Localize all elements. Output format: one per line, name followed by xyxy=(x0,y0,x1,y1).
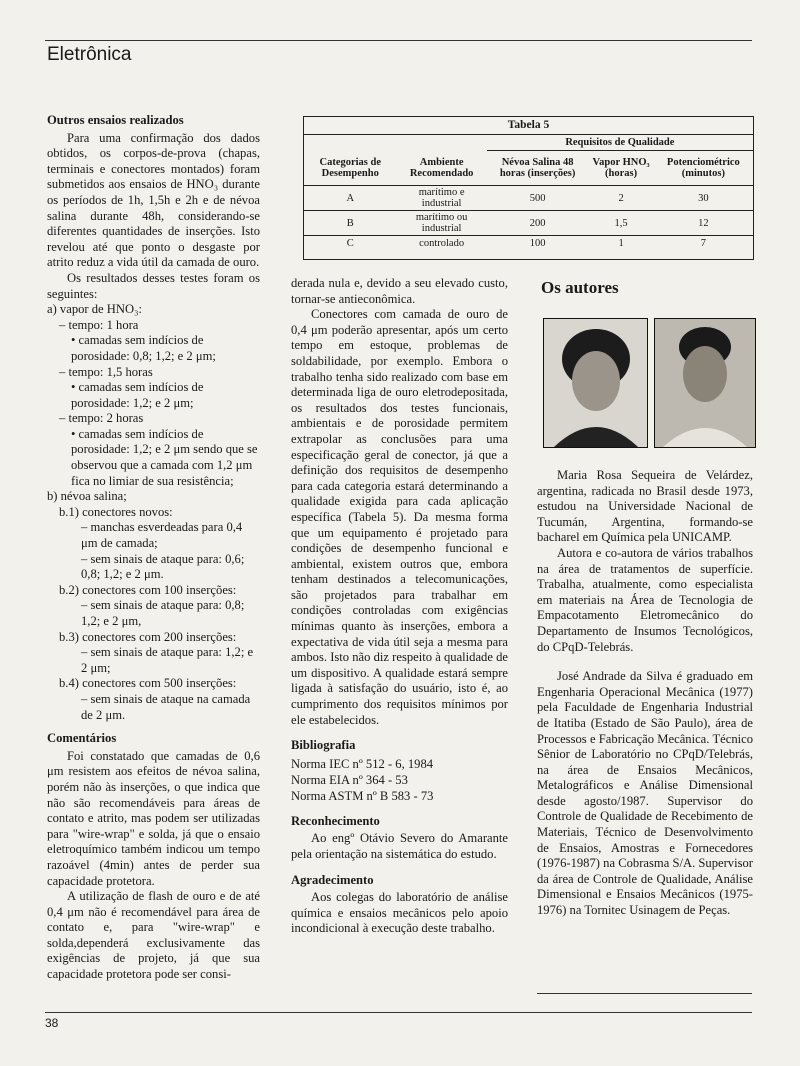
table-cell: 30 xyxy=(654,186,753,211)
page-number: 38 xyxy=(45,1016,59,1030)
list-item: b.1) conectores novos: xyxy=(59,504,173,519)
divider xyxy=(537,993,752,994)
table-requisitos: Requisitos de Qualidade xyxy=(487,135,753,151)
table-cell: 12 xyxy=(654,211,753,236)
list-item: b.3) conectores com 200 inserções: xyxy=(59,629,237,644)
bibliography-item: Norma EIA nº 364 - 53 xyxy=(291,772,408,787)
paragraph: José Andrade da Silva é graduado em Engenharia Operacional Mecânica (1977) pela Faculdade de Engenharia Industrial de Itatiba (Estado de São Paulo), área de Processos e Fabricação Mecânica. Técnico Sênior de Laboratório no CPqD/Telebrás, na área de Ensaios Mecânicos, Metalográficos e Análise Dimensional desde agosto/1987. Supervisor do Controle de Qualidade de Recebimento de Materiais, Técnico de Desenvolvimento de Ensaios, Amostras e Fornecedores (1976-1987) na Cobrasma S/A. Supervisor da área de Controle de Qualidade, Análise Dimensional e Ensaios Mecânicos (1975-1976) na Tornitec Usinagem de Peças. xyxy=(537,669,753,918)
paragraph: Foi constatado que camadas de 0,6 μm resistem aos efeitos de névoa salina, porém não às inserções, o que indica que não são recomendáveis para áreas de contato e atrito, mas podem ser utilizadas para "wire-wrap" e solda, já que o ensaio eletroquímico também indicou um tempo razoável (4min) antes de perder sua capacidade protetora. xyxy=(47,748,260,888)
paragraph: Autora e co-autora de vários trabalhos na área de tratamentos de superfície. Trabalha, atualmente, como especialista em materiais na Área de Tecnologia de Empacotamento Eletromecânico do Departamento de Insumos Tecnológicos, do CPqD-Telebrás. xyxy=(537,545,753,654)
paragraph: Ao engº Otávio Severo do Amarante pela orientação na sistemática do estudo. xyxy=(291,831,508,861)
table-cell: 200 xyxy=(487,211,589,236)
list-item: – sem sinais de ataque na camada de 2 μm. xyxy=(81,691,251,722)
table-header: Ambiente Recomendado xyxy=(397,151,487,186)
column-right xyxy=(537,468,753,919)
paragraph: Os resultados desses testes foram os seguintes: xyxy=(47,270,260,301)
paragraph: Conectores com camada de ouro de 0,4 μm poderão apresentar, após um certo tempo em estoque, problemas de soldabilidade, por exemplo. Embora o trabalho tenha sido realizado com base em determinada liga de ouro eletrodepositada, os resultados dos testes funcionais, ambientais e de porosidade permitem extrapolar as conclusões para uma especificação geral de conector, já que a definição dos requisitos de desempenho para cada categoria estará determinando a qualidade exigida para cada aplicação específica (Tabela 5). Da mesma forma que um equipamento é projetado para condições de desempenho funcional e ambiental, existem outros que, embora tenham destinados a telecomunicações, são projetados para trabalhar em condições controladas com exigências mínimas quanto às inserções, embora a expectativa de vida útil seja a mesma para ambos. Isto não diz respeito à qualidade de um dispositivo. A qualidade estará sempre ligada à satisfação do usuário, isto é, ao cumprimento dos requisitos mínimos por ele estabelecidos. xyxy=(291,307,508,727)
table-cell: 2 xyxy=(588,186,653,211)
table-cell: B xyxy=(304,211,397,236)
paragraph: Aos colegas do laboratório de análise química e ensaios mecânicos pelo apoio incondicional à execução deste trabalho. xyxy=(291,890,508,936)
table-cell: 1 xyxy=(618,237,624,249)
table-cell: controlado xyxy=(419,237,465,249)
results-list xyxy=(47,302,260,723)
paragraph: Maria Rosa Sequeira de Velárdez, argentina, radicada no Brasil desde 1973, estudou na Universidade Nacional de Tucumán, Argentina, formando-se bacharel em Química pela UNICAMP. xyxy=(537,468,753,545)
list-item: – tempo: 1,5 horas xyxy=(59,364,153,379)
table-cell: 7 xyxy=(700,237,706,249)
column-middle xyxy=(291,276,508,937)
table-cell: C xyxy=(346,237,354,249)
list-item: • camadas sem indícios de porosidade: 1,2; e 2 μm sendo que se observou que a camada com 1,2 μm fica no limiar de sua resistência; xyxy=(71,426,258,488)
list-item: b.2) conectores com 100 inserções: xyxy=(59,582,237,597)
bibliography-item: Norma ASTM nº B 583 - 73 xyxy=(291,788,434,803)
table-row xyxy=(304,186,753,211)
heading-reconhecimento: Reconhecimento xyxy=(291,813,380,828)
paragraph: A utilização de flash de ouro e de até 0,4 μm não é recomendável para área de contato e, para "wire-wrap" e solda,dependerá exclusivamente das exigências de projeto, já que sua capacidade protetora pode ser consi- xyxy=(47,889,260,982)
list-item: – sem sinais de ataque para: 1,2; e 2 μm; xyxy=(81,645,254,675)
table-cell: 1,5 xyxy=(588,211,653,236)
paragraph: Para uma confirmação dos dados obtidos, os corpos-de-prova (chapas, terminais e conectores montados) foram submetidos aos ensaios de HNO₃ durante os períodos de 1h, 1,5h e 2h e de névoa salina durante 48h, considerando-se diferentes quantidades de inserções. Isto revelou até que ponto o desgaste por atrito reduz a vida útil da camada de ouro. xyxy=(47,130,260,270)
table-row xyxy=(304,211,753,236)
table-row xyxy=(304,236,753,251)
author-photo xyxy=(654,318,756,448)
list-item: – tempo: 2 horas xyxy=(59,411,144,426)
table-5 xyxy=(303,116,754,260)
heading-bibliografia: Bibliografia xyxy=(291,738,356,753)
list-item: – sem sinais de ataque para: 0,8; 1,2; e 2 μm, xyxy=(81,598,245,628)
list-item: – manchas esverdeadas para 0,4 μm de camada; xyxy=(81,520,243,551)
table-header: Categorias de Desempenho xyxy=(304,151,397,186)
list-item: – sem sinais de ataque para: 0,6; 0,8; 1,2; e 2 μm. xyxy=(81,551,245,582)
heading-comentarios: Comentários xyxy=(47,731,117,746)
paragraph: derada nula e, devido a seu elevado custo, tornar-se antieconômica. xyxy=(291,276,508,306)
list-item: • camadas sem indícios de porosidade: 0,8; 1,2; e 2 μm; xyxy=(71,333,216,363)
author-photo xyxy=(543,318,648,448)
bibliography-item: Norma IEC nº 512 - 6, 1984 xyxy=(291,756,434,771)
table-cell: marítimo ou industrial xyxy=(397,211,487,236)
list-item: b) névoa salina; xyxy=(47,489,127,504)
table-header: Vapor HNO₃ (horas) xyxy=(588,151,653,186)
top-rule xyxy=(45,40,752,41)
table-cell: 100 xyxy=(529,237,546,249)
list-item: a) vapor de HNO₃: xyxy=(47,302,142,317)
heading-os-autores: Os autores xyxy=(541,278,619,297)
table-title: Tabela 5 xyxy=(304,117,753,135)
heading-agradecimento: Agradecimento xyxy=(291,872,374,887)
table-header: Névoa Salina 48 horas (inserções) xyxy=(487,151,589,186)
list-item: b.4) conectores com 500 inserções: xyxy=(59,676,237,691)
list-item: • camadas sem indícios de porosidade: 1,2; e 2 μm; xyxy=(71,380,204,410)
bottom-rule xyxy=(45,1012,752,1013)
heading-outros-ensaios: Outros ensaios realizados xyxy=(47,113,184,127)
bibliography-list xyxy=(291,756,508,804)
column-left xyxy=(47,113,260,983)
table-cell: marítimo e industrial xyxy=(397,186,487,211)
table-cell: A xyxy=(304,186,397,211)
section-title: Eletrônica xyxy=(47,44,132,65)
list-item: – tempo: 1 hora xyxy=(59,317,139,332)
table-cell: 500 xyxy=(487,186,589,211)
table-header: Potenciométrico (minutos) xyxy=(654,151,753,186)
